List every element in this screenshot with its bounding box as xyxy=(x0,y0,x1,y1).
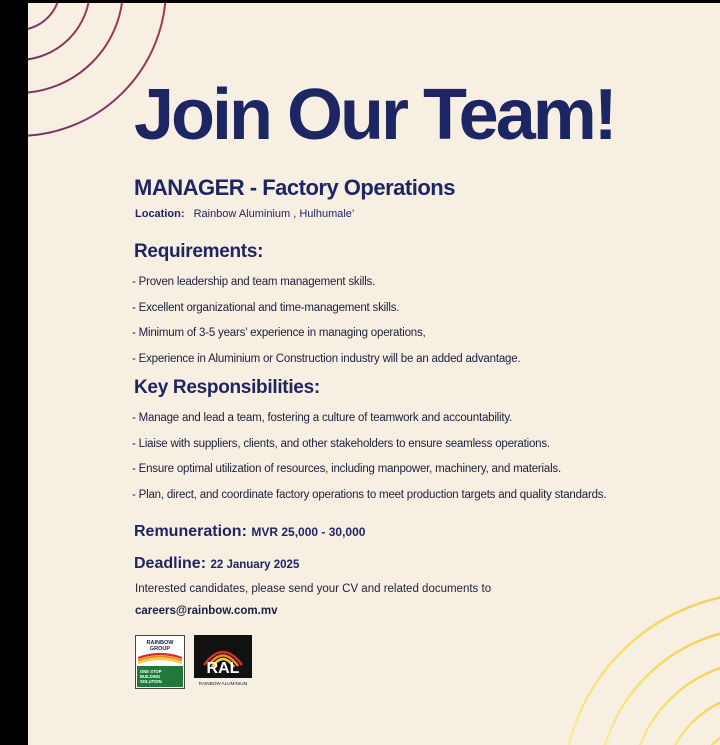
headline: Join Our Team! xyxy=(134,75,615,155)
arc-bottom-right-1 xyxy=(563,593,720,745)
requirement-item: - Minimum of 3-5 years’ experience in managing operations, xyxy=(132,327,426,339)
ral-mark: RAL xyxy=(206,660,240,677)
requirement-item: - Experience in Aluminium or Construction industry will be an added advantage. xyxy=(132,352,521,365)
location-line xyxy=(135,208,354,220)
arc-top-left-3 xyxy=(28,3,123,93)
apply-email[interactable]: careers@rainbow.com.mv xyxy=(135,605,278,617)
job-poster xyxy=(28,3,720,745)
responsibilities-list xyxy=(132,406,606,508)
arc-top-left-1 xyxy=(28,3,60,30)
rainbow-stripe-yellow xyxy=(138,659,182,663)
remuneration-label: Remuneration: xyxy=(134,523,247,540)
requirement-item: - Excellent organizational and time-management skills. xyxy=(132,301,400,314)
remuneration xyxy=(134,523,365,541)
ral-caption: RAINBOW ALUMINIUM xyxy=(198,681,248,686)
deadline-label: Deadline: xyxy=(134,555,207,572)
requirement-item: - Proven leadership and team management skills. xyxy=(132,276,376,288)
arc-bottom-right-5 xyxy=(693,723,720,745)
responsibility-item: - Ensure optimal utilization of resources, including manpower, machinery, and materials. xyxy=(132,463,561,475)
requirements-list xyxy=(132,270,520,372)
arc-bottom-right-2 xyxy=(598,628,720,745)
rainbow-group-tag1: ONE STOP xyxy=(140,669,162,674)
responsibility-item: - Plan, direct, and coordinate factory operations to meet production targets and quality standards. xyxy=(132,488,607,501)
deadline xyxy=(134,555,299,573)
rainbow-aluminium-logo xyxy=(194,635,252,687)
apply-instructions: Interested candidates, please send your CV and related documents to xyxy=(135,583,492,595)
responsibilities-heading: Key Responsibilities: xyxy=(134,377,320,398)
rainbow-group-tag2: BUILDING xyxy=(140,674,161,679)
location-value: Rainbow Aluminium , Hulhumale’ xyxy=(193,208,355,220)
requirements-heading: Requirements: xyxy=(134,241,264,262)
rainbow-group-tag3: SOLUTION xyxy=(140,679,162,684)
responsibility-item: - Manage and lead a team, fostering a culture of teamwork and accountability. xyxy=(132,412,513,424)
remuneration-value: MVR 25,000 - 30,000 xyxy=(251,525,366,539)
arc-bottom-right-4 xyxy=(663,693,720,745)
responsibility-item: - Liaise with suppliers, clients, and other stakeholders to ensure seamless operations. xyxy=(132,437,550,450)
rainbow-group-line1: RAINBOW xyxy=(146,640,174,646)
location-label: Location: xyxy=(135,208,185,220)
rainbow-group-logo xyxy=(135,635,185,689)
arc-bottom-right-3 xyxy=(631,661,720,745)
deadline-value: 22 January 2025 xyxy=(210,559,300,571)
arc-top-left-2 xyxy=(28,3,90,60)
rainbow-group-line2: GROUP xyxy=(149,646,171,652)
job-title: MANAGER - Factory Operations xyxy=(134,175,455,200)
